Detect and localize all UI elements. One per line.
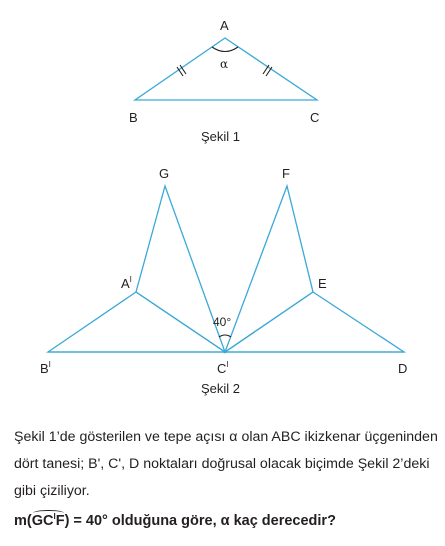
apex-angle-arc <box>212 47 238 52</box>
question-suffix: ) = 40° olduğuna göre, α kaç derecedir? <box>64 513 336 529</box>
angle-40: 40° <box>213 315 232 329</box>
figure-1 <box>129 18 319 144</box>
triangle-c1-f-e <box>225 186 313 352</box>
arc-end: F <box>55 513 65 529</box>
arc-text: GC <box>31 513 54 529</box>
question-text <box>14 512 439 529</box>
label-a1: $A^I$ <box>121 275 132 291</box>
label-b: B <box>129 110 138 125</box>
problem-text: Şekil 1’de gösterilen ve tepe açısı α olan ABC ikizkenar üçgeninden dört tanesi; B', C', D noktaları doğrusal olacak biçimde Şekil 2’deki gibi çiziliyor. <box>14 429 438 499</box>
triangle-c1-e-d <box>225 292 404 352</box>
label-d: D <box>398 361 408 376</box>
caption-figure-2: Şekil 2 <box>201 381 241 396</box>
triangle-a1-g-c1 <box>136 186 225 352</box>
question-prefix: m( <box>14 513 32 529</box>
label-b1: $B^I$ <box>40 360 51 376</box>
label-c: C <box>310 110 320 125</box>
arc-gcf <box>32 512 65 529</box>
label-g: G <box>159 166 170 181</box>
label-e: E <box>318 276 327 291</box>
caption-figure-1: Şekil 1 <box>201 129 241 144</box>
label-c1: $C^I$ <box>217 360 229 376</box>
label-f: F <box>282 166 290 181</box>
figure-2 <box>40 166 407 396</box>
equal-side-tick-ac <box>263 65 272 76</box>
label-a: A <box>220 18 229 33</box>
angle-gcf-arc <box>219 335 231 337</box>
triangle-b1-a1-c1 <box>48 292 225 352</box>
angle-alpha: α <box>220 57 229 71</box>
arc-prime: I <box>53 512 56 521</box>
